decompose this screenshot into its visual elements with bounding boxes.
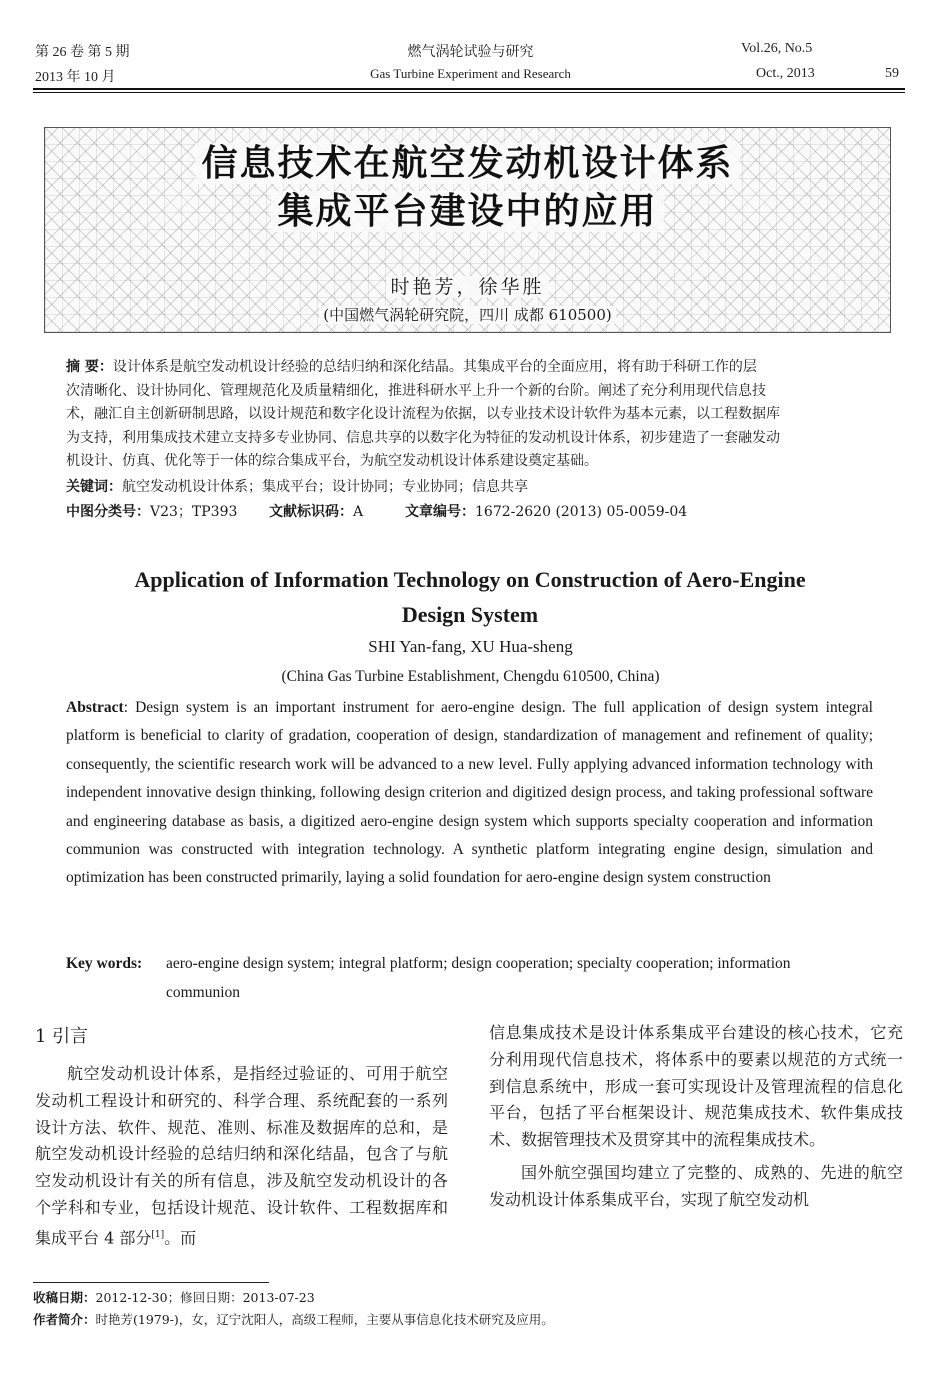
body-right-column [489, 1020, 903, 1214]
clc-value: V23；TP393 [150, 504, 238, 520]
abstract-cn-line: 机设计、仿真、优化等于一体的综合集成平台，为航空发动机设计体系建设奠定基础。 [66, 453, 598, 469]
body-left-text: 航空发动机设计体系，是指经过验证的、可用于航空发动机工程设计和研究的、科学合理、系统配套的一系列设计方法、软件、规范、准则、标准及数据库的总和，是航空发动机设计经验的总结归纳和深化结晶，包含了与航空发动机设计有关的所有信息，涉及航空发动机设计的各个学科和专业，包括设计规范、设计软件、工程数据库和集成平台 4 部分 [35, 1064, 448, 1248]
keywords-en-label: Key words: [66, 955, 143, 972]
doc-code-label: 文献标识码： [269, 504, 353, 520]
header-rule-thick [33, 88, 905, 90]
title-en-line1: Application of Information Technology on Construction of Aero-Engine [134, 567, 806, 592]
date-cn: 2013 年 10 月 [35, 70, 116, 85]
section-heading: 1 引言 [35, 1026, 89, 1047]
keywords-cn: 航空发动机设计体系；集成平台；设计协同；专业协同；信息共享 [122, 478, 528, 495]
keywords-en: aero-engine design system; integral platform; design cooperation; specialty cooperation; information communion [166, 955, 791, 1001]
abstract-cn-line: 为支持，利用集成技术建立支持多专业协同、信息共享的以数字化为特征的发动机设计体系，初步建造了一套融发动 [66, 429, 780, 446]
abstract-en: Abstract: Design system is an important instrument for aero-engine design. The full application of design system integral platform is beneficial to clarity of gradation, cooperation of design, standardization of management and refinement of quality; consequently, the scientific research work will be advanced to a new level. Fully applying advanced information technology with independent innovative design thinking, following design criterion and digitized design process, and taking professional software and engineering database as basis, a digitized aero-engine design system which supports specialty cooperation and information communion was constructed with integration technology. A synthetic platform integrating engine design, simulation and optimization has been constructed primarily, laying a solid foundation for aero-engine design system construction [66, 699, 873, 887]
abstract-cn-label: 摘 要： [66, 359, 113, 375]
article-no-value: 1672-2620 (2013) 05-0059-04 [475, 504, 688, 520]
abstract-en-text: Design system is an important instrument for aero-engine design. The full application of design system integral platform is beneficial to clarity of gradation, cooperation of design, standardization of management and refinement of quality; consequently, the scientific research work will be advanced to a new level. Fully applying advanced information technology with independent innovative design thinking, following design criterion and digitized design process, and taking professional software and engineering database as basis, a digitized aero-engine design system which supports specialty cooperation and information communion was constructed with integration technology. A synthetic platform integrating engine design, simulation and optimization has been constructed primarily, laying a solid foundation for aero-engine design system construction [66, 699, 873, 887]
volume-issue-en: Vol.26, No.5 [741, 41, 813, 56]
volume-issue-cn: 第 26 卷 第 5 期 [35, 45, 130, 60]
clc-label: 中图分类号： [66, 504, 150, 520]
title-en-line2: Design System [401, 602, 539, 627]
author-bio-label: 作者简介： [33, 1312, 96, 1327]
header-rule-thin [33, 92, 905, 93]
body-right-paragraph-1: 信息集成技术是设计体系集成平台建设的核心技术，它充分利用现代信息技术，将体系中的要素以规范的方式统一到信息系统中，形成一套可实现设计及管理流程的信息化平台，包括了平台框架设计、规范集成技术、软件集成技术、数据管理技术及贯穿其中的流程集成技术。 [489, 1023, 903, 1150]
affiliation-en: (China Gas Turbine Establishment, Chengdu 610500, China) [281, 668, 660, 685]
citation-ref: [1] [151, 1229, 165, 1240]
page-number: 59 [885, 66, 899, 81]
body-right-paragraph-2: 国外航空强国均建立了完整的、成熟的、先进的航空发动机设计体系集成平台，实现了航空发动机 [489, 1162, 903, 1209]
received-dates: 2012-12-30；修回日期：2013-07-23 [95, 1290, 315, 1305]
keywords-cn-label: 关键词： [66, 478, 122, 495]
title-cn-line2: 集成平台建设中的应用 [45, 188, 890, 236]
journal-name-cn: 燃气涡轮试验与研究 [407, 45, 534, 60]
article-no-label: 文章编号： [405, 504, 475, 520]
received-label: 收稿日期： [33, 1290, 96, 1305]
authors-cn: 时艳芳，徐华胜 [45, 272, 890, 299]
date-en: Oct., 2013 [756, 66, 815, 81]
author-bio: 时艳芳(1979-)，女，辽宁沈阳人，高级工程师，主要从事信息化技术研究及应用。 [95, 1312, 554, 1327]
abstract-cn [66, 356, 875, 525]
abstract-cn-line: 设计体系是航空发动机设计经验的总结归纳和深化结晶。其集成平台的全面应用，将有助于科研工作的层 [112, 359, 757, 375]
footnote-rule [33, 1282, 269, 1283]
abstract-en-label: Abstract [66, 699, 124, 716]
authors-en: SHI Yan-fang, XU Hua-sheng [368, 637, 573, 656]
body-left-column [35, 1061, 448, 1252]
body-left-text-end: 。而 [164, 1228, 197, 1248]
footnote-author [33, 1310, 554, 1328]
journal-name-en: Gas Turbine Experiment and Research [370, 66, 571, 81]
doc-code-value: A [353, 504, 364, 520]
abstract-cn-line: 术，融汇自主创新研制思路，以设计规范和数字化设计流程为依据，以专业技术设计软件为基本元素，以工程数据库 [66, 406, 780, 422]
title-box [44, 127, 891, 333]
affiliation-cn: (中国燃气涡轮研究院，四川 成都 610500) [45, 304, 890, 325]
abstract-cn-line: 次清晰化、设计协同化、管理规范化及质量精细化，推进科研水平上升一个新的台阶。阐述了充分利用现代信息技 [66, 382, 766, 399]
title-cn-line1: 信息技术在航空发动机设计体系 [45, 140, 890, 188]
footnote-received [33, 1288, 315, 1306]
